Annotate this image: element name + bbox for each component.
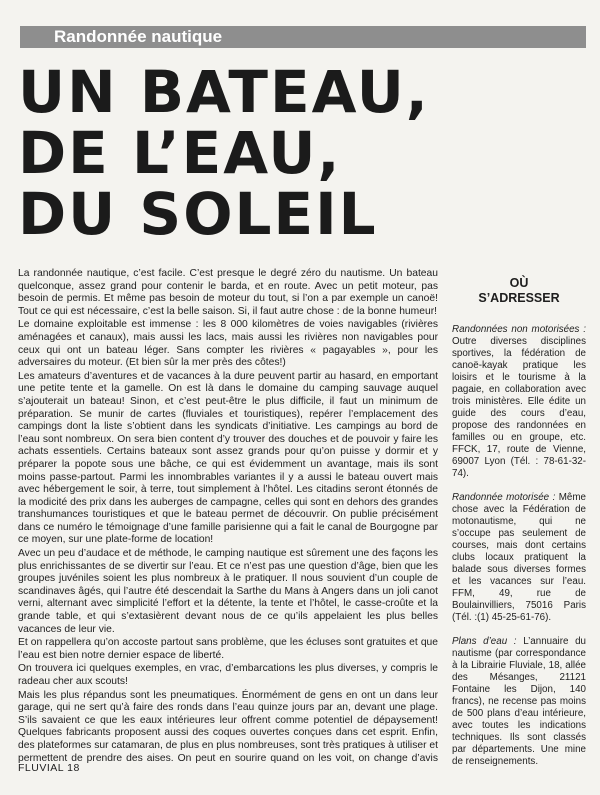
headline-line-3: DU SOLEIL <box>18 180 378 248</box>
sidebar-entry-label: Plans d’eau : <box>452 636 517 647</box>
sidebar-title-line-2: S’ADRESSER <box>478 291 560 305</box>
paragraph: Le domaine exploitable est immense : les 8 000 kilomètres de voies navigables (rivières aménagées et canaux), mais aussi les lacs, mais aussi les rivières non navigables pour ceux qui ont un bateau léger. Sans compter les rivières « pagayables », pour les adversaires du moteur. (Et bien sûr la mer près des côtes!) <box>18 319 438 369</box>
sidebar-entry-label: Randonnées non motorisées : <box>452 324 586 335</box>
sidebar-entry <box>452 636 586 768</box>
sidebar-entry <box>452 492 586 624</box>
section-rubric: Randonnée nautique <box>54 27 223 46</box>
paragraph: La randonnée nautique, c’est facile. C’est presque le degré zéro du nautisme. Un bateau quelconque, assez grand pour contenir le barda, et en route. Avec un petit moteur, pas besoin de permis. Et même pas besoin de moteur du tout, si l’on a par exemple un canoë! Tout ce qui est nécessaire, c’est la belle saison. Si, il faut autre chose : de la bonne humeur! <box>18 268 438 317</box>
section-rubric-bar <box>20 26 586 48</box>
page-footer: FLUVIAL 18 <box>18 762 80 774</box>
paragraph: On trouvera ici quelques exemples, en vrac, d’embarcations les plus diverses, y compris le radeau cher aux scouts! <box>18 663 438 687</box>
paragraph: Les amateurs d’aventures et de vacances à la dure peuvent partir au hasard, en emportant une petite tente et la gamelle. On est là dans le domaine du camping sauvage auquel s’ajouterait un bateau! Sinon, et c’est peut-être le plus difficile, il faut un minimum de préparation. Se munir de cartes (fluviales et touristiques), repérer l’emplacement des campings dont la liste s’obtient dans les syndicats d’initiative. Les campings au bord de l’eau sont nombreux. On sera bien content d’y trouver des douches et de pouvoir y faire les achats essentiels. Certains bateaux sont assez grands pour qu’on puisse y dormir et y préparer la popote sous une bâche, ce qui est évidemment un avantage, mais ils sont moins passe-partout. Parmi les innombrables variantes il y a aussi le bateau ouvert mais avec hébergement le soir, à terre, tout simplement à l’hôtel. Les citadins seront étonnés de la modicité des prix dans les auberges de campagne, celles qui sont en dehors des grandes transhumances touristiques et que le bateau permet de découvrir. On publie précisément dans ce numéro le témoignage d’une famille parisienne qui a fait le canal de Bourgogne par ce moyen, sur une plate-forme de location! <box>18 370 438 546</box>
sidebar-entry <box>452 324 586 480</box>
sidebar-entry-text: Outre diverses disciplines sportives, la fédération de canoë-kayak pratique les loisirs et le tourisme à la pagaie, en collaboration avec trois ministères. Elle édite un guide des cours d’eau, propose des randonnées en familles ou en groupe, etc. FFCK, 17, route de Vienne, 69007 Lyon (Tél. : 78-61-32-74). <box>452 336 586 479</box>
sidebar-addresses <box>452 270 586 770</box>
headline-line-2: DE L’EAU, <box>18 119 342 187</box>
sidebar-entry-text: Même chose avec la Fédération de motonautisme, qui ne s’occupe pas seulement de courses, mais dont certains clubs locaux pratiquent la balade sous diverses formes et les vacances sur l’eau. FFM, 49, rue de Boulainvilliers, 75016 Paris (Tél. :(1) 45-25-61-76). <box>452 492 586 623</box>
article-body <box>18 268 438 764</box>
sidebar-title <box>452 276 586 306</box>
sidebar-entry-label: Randonnée motorisée : <box>452 492 556 503</box>
headline <box>18 58 488 248</box>
paragraph: Mais les plus répandus sont les pneumatiques. Énormément de gens en ont un dans leur garage, qui ne sert qu’à faire des ronds dans l’eau quinze jours par an, devant une plage. S’ils savaient ce que les eaux intérieures leur offrent comme potentiel de dépaysement! Quelques fabricants proposent aussi des coques ouvertes conçues dans cet esprit. Enfin, des plateformes sur catamaran, de plus en plus nombreuses, sont très pratiques à utiliser et permettent de prendre des aises. On peut en sourire quand on les voit, on change d’avis <box>18 689 438 764</box>
sidebar-entry-text: L’annuaire du nautisme (par correspondance à la Librairie Fluviale, 18, allée des Mésanges, 21121 Fontaine les Dijon, 140 francs), ne recense pas moins de 500 plans d’eau intérieure, avec toutes les indications techniques. Ils sont classés par départements. Une mine de renseignements. <box>452 636 586 767</box>
paragraph: Et on rappellera qu’on accoste partout sans problème, que les écluses sont gratuites et que l’eau est bien notre dernier espace de liberté. <box>18 637 438 661</box>
sidebar-title-line-1: OÙ <box>509 276 529 290</box>
paragraph: Avec un peu d’audace et de méthode, le camping nautique est sûrement une des façons les plus enrichissantes de se divertir sur l’eau. Et ce n’est pas une question d’âge, bien que les groupes juvéniles soient les plus nombreux à le pratiquer. Il nous souvient d’un couple de scandinaves âgés, qui l’autre été descendait la Sarthe du Mans à Angers dans un joli canot verni, alternant avec simplicité l’effort et la détente, la tente et l’hôtel, le casse-croûte et la grande table, et qui s’extasièrent devant nous de ce qu’ils appelaient les plus belles vacances de leur vie. <box>18 548 438 635</box>
headline-line-1: UN BATEAU, <box>18 58 430 126</box>
